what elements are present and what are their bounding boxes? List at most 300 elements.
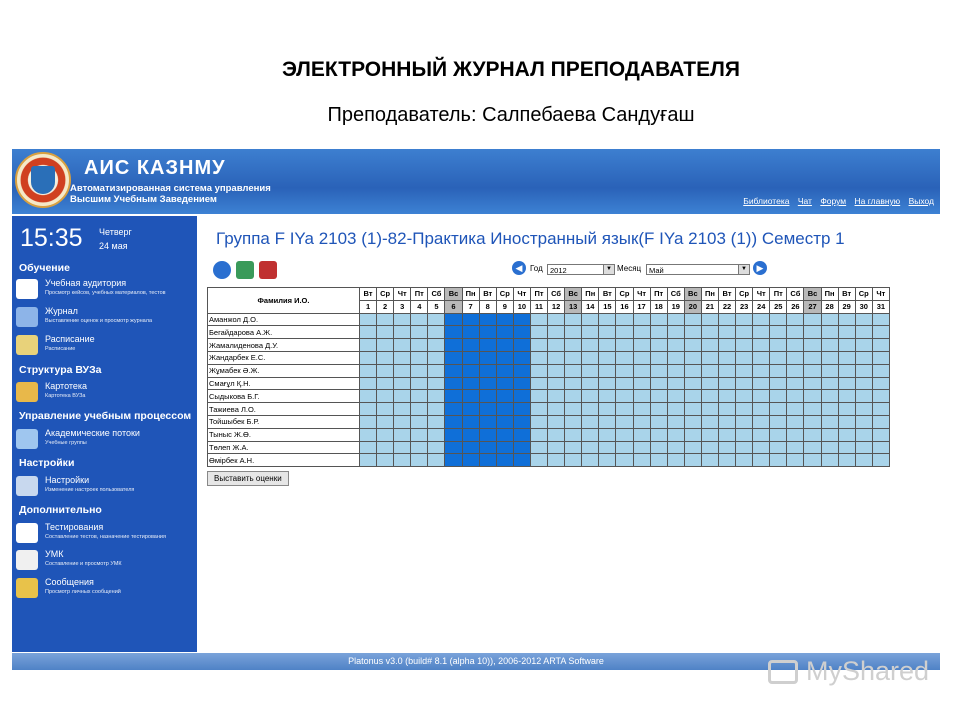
grade-cell[interactable]	[394, 351, 411, 364]
grade-cell[interactable]	[821, 428, 838, 441]
grade-cell[interactable]	[650, 326, 667, 339]
grade-cell[interactable]	[394, 326, 411, 339]
grade-cell[interactable]	[872, 454, 889, 467]
grade-cell[interactable]	[770, 415, 787, 428]
grade-cell[interactable]	[855, 313, 872, 326]
grade-cell[interactable]	[513, 364, 530, 377]
grade-cell[interactable]	[821, 351, 838, 364]
link-chat[interactable]: Чат	[797, 196, 812, 206]
grade-cell[interactable]	[872, 390, 889, 403]
grade-cell[interactable]	[684, 390, 701, 403]
grade-cell[interactable]	[513, 454, 530, 467]
grade-cell[interactable]	[787, 351, 804, 364]
grade-cell[interactable]	[496, 441, 513, 454]
grade-cell[interactable]	[548, 454, 565, 467]
grade-cell[interactable]	[411, 390, 428, 403]
grade-cell[interactable]	[479, 415, 496, 428]
grade-cell[interactable]	[770, 364, 787, 377]
grade-cell[interactable]	[667, 403, 684, 416]
grade-cell[interactable]	[462, 415, 479, 428]
grade-cell[interactable]	[360, 364, 377, 377]
grade-cell[interactable]	[479, 339, 496, 352]
grade-cell[interactable]	[360, 326, 377, 339]
grade-cell[interactable]	[530, 339, 547, 352]
grade-cell[interactable]	[633, 326, 650, 339]
grade-cell[interactable]	[787, 339, 804, 352]
grade-cell[interactable]	[428, 441, 445, 454]
grade-cell[interactable]	[684, 415, 701, 428]
grade-cell[interactable]	[736, 313, 753, 326]
grade-cell[interactable]	[582, 415, 599, 428]
grade-cell[interactable]	[582, 364, 599, 377]
grade-cell[interactable]	[582, 403, 599, 416]
grade-cell[interactable]	[821, 377, 838, 390]
grade-cell[interactable]	[565, 441, 582, 454]
grade-cell[interactable]	[736, 351, 753, 364]
grade-cell[interactable]	[599, 377, 616, 390]
grade-cell[interactable]	[582, 313, 599, 326]
grade-cell[interactable]	[530, 313, 547, 326]
grade-cell[interactable]	[582, 377, 599, 390]
grade-cell[interactable]	[701, 326, 718, 339]
grade-cell[interactable]	[599, 339, 616, 352]
grade-cell[interactable]	[445, 326, 462, 339]
grade-cell[interactable]	[462, 454, 479, 467]
grade-cell[interactable]	[479, 364, 496, 377]
grade-cell[interactable]	[753, 441, 770, 454]
submit-grades-button[interactable]: Выставить оценки	[207, 471, 289, 486]
grade-cell[interactable]	[855, 454, 872, 467]
grade-cell[interactable]	[872, 326, 889, 339]
grade-cell[interactable]	[736, 441, 753, 454]
grade-cell[interactable]	[701, 313, 718, 326]
grade-cell[interactable]	[718, 454, 735, 467]
prev-month-button[interactable]: ◀	[512, 261, 526, 275]
grade-cell[interactable]	[838, 390, 855, 403]
grade-cell[interactable]	[530, 403, 547, 416]
grade-cell[interactable]	[787, 326, 804, 339]
grade-cell[interactable]	[496, 403, 513, 416]
grade-cell[interactable]	[582, 390, 599, 403]
grade-cell[interactable]	[428, 313, 445, 326]
grade-cell[interactable]	[513, 326, 530, 339]
grade-cell[interactable]	[377, 326, 394, 339]
grade-cell[interactable]	[633, 428, 650, 441]
grade-cell[interactable]	[479, 403, 496, 416]
grade-cell[interactable]	[530, 415, 547, 428]
grade-cell[interactable]	[428, 364, 445, 377]
grade-cell[interactable]	[360, 339, 377, 352]
link-forum[interactable]: Форум	[820, 196, 847, 206]
grade-cell[interactable]	[770, 428, 787, 441]
grade-cell[interactable]	[804, 313, 821, 326]
grade-cell[interactable]	[462, 390, 479, 403]
grade-cell[interactable]	[616, 351, 633, 364]
grade-cell[interactable]	[650, 428, 667, 441]
grade-cell[interactable]	[787, 390, 804, 403]
grade-cell[interactable]	[684, 364, 701, 377]
grade-cell[interactable]	[650, 351, 667, 364]
grade-cell[interactable]	[530, 454, 547, 467]
grade-cell[interactable]	[582, 454, 599, 467]
grade-cell[interactable]	[428, 454, 445, 467]
grade-cell[interactable]	[394, 377, 411, 390]
grade-cell[interactable]	[684, 377, 701, 390]
grade-cell[interactable]	[565, 390, 582, 403]
grade-cell[interactable]	[360, 454, 377, 467]
grade-cell[interactable]	[445, 377, 462, 390]
grade-cell[interactable]	[394, 454, 411, 467]
grade-cell[interactable]	[445, 313, 462, 326]
grade-cell[interactable]	[736, 428, 753, 441]
grade-cell[interactable]	[770, 454, 787, 467]
grade-cell[interactable]	[616, 377, 633, 390]
grade-cell[interactable]	[496, 454, 513, 467]
grade-cell[interactable]	[667, 326, 684, 339]
grade-cell[interactable]	[377, 364, 394, 377]
grade-cell[interactable]	[701, 364, 718, 377]
grade-cell[interactable]	[855, 339, 872, 352]
grade-cell[interactable]	[462, 326, 479, 339]
grade-cell[interactable]	[804, 339, 821, 352]
grade-cell[interactable]	[479, 454, 496, 467]
grade-cell[interactable]	[513, 415, 530, 428]
sidebar-item-classroom[interactable]	[16, 277, 191, 303]
grade-cell[interactable]	[633, 364, 650, 377]
grade-cell[interactable]	[633, 441, 650, 454]
grade-cell[interactable]	[787, 441, 804, 454]
grade-cell[interactable]	[479, 390, 496, 403]
grade-cell[interactable]	[872, 377, 889, 390]
grade-cell[interactable]	[838, 313, 855, 326]
grade-cell[interactable]	[445, 390, 462, 403]
grade-cell[interactable]	[838, 364, 855, 377]
grade-cell[interactable]	[513, 403, 530, 416]
grade-cell[interactable]	[770, 441, 787, 454]
grade-cell[interactable]	[496, 390, 513, 403]
grade-cell[interactable]	[411, 403, 428, 416]
grade-cell[interactable]	[667, 454, 684, 467]
grade-cell[interactable]	[718, 441, 735, 454]
link-home[interactable]: На главную	[854, 196, 901, 206]
grade-cell[interactable]	[462, 339, 479, 352]
grade-cell[interactable]	[855, 364, 872, 377]
grade-cell[interactable]	[770, 403, 787, 416]
grade-cell[interactable]	[684, 441, 701, 454]
sidebar-item-umk[interactable]	[16, 548, 191, 574]
grade-cell[interactable]	[548, 377, 565, 390]
grade-cell[interactable]	[530, 441, 547, 454]
grade-cell[interactable]	[633, 454, 650, 467]
grade-cell[interactable]	[377, 415, 394, 428]
grade-cell[interactable]	[428, 351, 445, 364]
grade-cell[interactable]	[804, 454, 821, 467]
grade-cell[interactable]	[821, 313, 838, 326]
grade-cell[interactable]	[616, 326, 633, 339]
grade-cell[interactable]	[496, 428, 513, 441]
grade-cell[interactable]	[821, 364, 838, 377]
grade-cell[interactable]	[838, 326, 855, 339]
grade-cell[interactable]	[360, 415, 377, 428]
grade-cell[interactable]	[565, 454, 582, 467]
grade-cell[interactable]	[445, 364, 462, 377]
grade-cell[interactable]	[360, 441, 377, 454]
grade-cell[interactable]	[650, 339, 667, 352]
grade-cell[interactable]	[548, 428, 565, 441]
grade-cell[interactable]	[462, 441, 479, 454]
grade-cell[interactable]	[411, 441, 428, 454]
grade-cell[interactable]	[462, 364, 479, 377]
grade-cell[interactable]	[667, 339, 684, 352]
grade-cell[interactable]	[650, 415, 667, 428]
grade-cell[interactable]	[838, 415, 855, 428]
grade-cell[interactable]	[804, 390, 821, 403]
grade-cell[interactable]	[770, 377, 787, 390]
grade-cell[interactable]	[650, 441, 667, 454]
calendar-icon[interactable]	[236, 261, 254, 279]
grade-cell[interactable]	[530, 390, 547, 403]
grade-cell[interactable]	[667, 377, 684, 390]
grade-cell[interactable]	[377, 441, 394, 454]
grade-cell[interactable]	[650, 390, 667, 403]
grade-cell[interactable]	[701, 403, 718, 416]
grade-cell[interactable]	[377, 403, 394, 416]
grade-cell[interactable]	[838, 403, 855, 416]
sidebar-item-settings[interactable]	[16, 474, 191, 500]
grade-cell[interactable]	[394, 403, 411, 416]
grade-cell[interactable]	[411, 454, 428, 467]
grade-cell[interactable]	[753, 403, 770, 416]
grade-cell[interactable]	[855, 390, 872, 403]
grade-cell[interactable]	[718, 313, 735, 326]
grade-cell[interactable]	[360, 313, 377, 326]
grade-cell[interactable]	[633, 339, 650, 352]
grade-cell[interactable]	[360, 390, 377, 403]
grade-cell[interactable]	[804, 351, 821, 364]
grade-cell[interactable]	[616, 454, 633, 467]
grade-cell[interactable]	[821, 339, 838, 352]
grade-cell[interactable]	[548, 415, 565, 428]
grade-cell[interactable]	[821, 403, 838, 416]
grade-cell[interactable]	[701, 454, 718, 467]
grade-cell[interactable]	[479, 441, 496, 454]
grade-cell[interactable]	[616, 441, 633, 454]
grade-cell[interactable]	[736, 339, 753, 352]
grade-cell[interactable]	[445, 415, 462, 428]
grade-cell[interactable]	[428, 403, 445, 416]
grade-cell[interactable]	[684, 351, 701, 364]
grade-cell[interactable]	[736, 326, 753, 339]
grade-cell[interactable]	[411, 364, 428, 377]
grade-cell[interactable]	[718, 428, 735, 441]
grade-cell[interactable]	[565, 377, 582, 390]
grade-cell[interactable]	[872, 441, 889, 454]
next-month-button[interactable]: ▶	[753, 261, 767, 275]
grade-cell[interactable]	[633, 351, 650, 364]
grade-cell[interactable]	[838, 454, 855, 467]
grade-cell[interactable]	[838, 351, 855, 364]
book-print-icon[interactable]	[259, 261, 277, 279]
grade-cell[interactable]	[496, 377, 513, 390]
grade-cell[interactable]	[753, 339, 770, 352]
grade-cell[interactable]	[650, 313, 667, 326]
grade-cell[interactable]	[565, 313, 582, 326]
grade-cell[interactable]	[599, 364, 616, 377]
grade-cell[interactable]	[445, 403, 462, 416]
grade-cell[interactable]	[548, 313, 565, 326]
sidebar-item-streams[interactable]	[16, 427, 191, 453]
grade-cell[interactable]	[599, 441, 616, 454]
link-library[interactable]: Библиотека	[743, 196, 790, 206]
grade-cell[interactable]	[479, 428, 496, 441]
grade-cell[interactable]	[428, 415, 445, 428]
grade-cell[interactable]	[445, 428, 462, 441]
grade-cell[interactable]	[445, 454, 462, 467]
grade-cell[interactable]	[428, 377, 445, 390]
grade-cell[interactable]	[718, 351, 735, 364]
grade-cell[interactable]	[462, 313, 479, 326]
year-select[interactable]	[547, 264, 615, 275]
grade-cell[interactable]	[770, 313, 787, 326]
grade-cell[interactable]	[616, 403, 633, 416]
grade-cell[interactable]	[582, 326, 599, 339]
grade-cell[interactable]	[479, 377, 496, 390]
grade-cell[interactable]	[872, 364, 889, 377]
grade-cell[interactable]	[616, 313, 633, 326]
grade-cell[interactable]	[565, 364, 582, 377]
grade-cell[interactable]	[872, 403, 889, 416]
sidebar-item-journal[interactable]	[16, 305, 191, 331]
grade-cell[interactable]	[394, 364, 411, 377]
grade-cell[interactable]	[599, 403, 616, 416]
grade-cell[interactable]	[616, 415, 633, 428]
grade-cell[interactable]	[616, 390, 633, 403]
grade-cell[interactable]	[633, 313, 650, 326]
grade-cell[interactable]	[496, 364, 513, 377]
grade-cell[interactable]	[667, 364, 684, 377]
grade-cell[interactable]	[462, 428, 479, 441]
grade-cell[interactable]	[479, 326, 496, 339]
grade-cell[interactable]	[787, 428, 804, 441]
grade-cell[interactable]	[377, 351, 394, 364]
grade-cell[interactable]	[770, 339, 787, 352]
grade-cell[interactable]	[855, 351, 872, 364]
grade-cell[interactable]	[360, 403, 377, 416]
grade-cell[interactable]	[753, 415, 770, 428]
grade-cell[interactable]	[872, 313, 889, 326]
grade-cell[interactable]	[548, 351, 565, 364]
grade-cell[interactable]	[736, 415, 753, 428]
grade-cell[interactable]	[855, 441, 872, 454]
grade-cell[interactable]	[599, 326, 616, 339]
grade-cell[interactable]	[684, 339, 701, 352]
grade-cell[interactable]	[462, 403, 479, 416]
grade-cell[interactable]	[787, 313, 804, 326]
grade-cell[interactable]	[548, 326, 565, 339]
grade-cell[interactable]	[804, 415, 821, 428]
grade-cell[interactable]	[411, 428, 428, 441]
grade-cell[interactable]	[565, 403, 582, 416]
grade-cell[interactable]	[753, 326, 770, 339]
grade-cell[interactable]	[718, 415, 735, 428]
grade-cell[interactable]	[872, 339, 889, 352]
grade-cell[interactable]	[530, 377, 547, 390]
grade-cell[interactable]	[667, 428, 684, 441]
grade-cell[interactable]	[599, 390, 616, 403]
grade-cell[interactable]	[770, 351, 787, 364]
grade-cell[interactable]	[377, 339, 394, 352]
grade-cell[interactable]	[804, 403, 821, 416]
grade-cell[interactable]	[394, 313, 411, 326]
grade-cell[interactable]	[394, 441, 411, 454]
grade-cell[interactable]	[684, 454, 701, 467]
grade-cell[interactable]	[821, 326, 838, 339]
grade-cell[interactable]	[394, 428, 411, 441]
grade-cell[interactable]	[787, 454, 804, 467]
grade-cell[interactable]	[804, 326, 821, 339]
grade-cell[interactable]	[377, 454, 394, 467]
grade-cell[interactable]	[770, 390, 787, 403]
grade-cell[interactable]	[667, 415, 684, 428]
grade-cell[interactable]	[548, 390, 565, 403]
grade-cell[interactable]	[770, 326, 787, 339]
grade-cell[interactable]	[513, 339, 530, 352]
grade-cell[interactable]	[599, 415, 616, 428]
grade-cell[interactable]	[411, 313, 428, 326]
grade-cell[interactable]	[582, 339, 599, 352]
grade-cell[interactable]	[599, 351, 616, 364]
grade-cell[interactable]	[360, 428, 377, 441]
grade-cell[interactable]	[718, 326, 735, 339]
grade-cell[interactable]	[599, 454, 616, 467]
grade-cell[interactable]	[428, 326, 445, 339]
grade-cell[interactable]	[513, 313, 530, 326]
grade-cell[interactable]	[667, 441, 684, 454]
grade-cell[interactable]	[513, 390, 530, 403]
link-logout[interactable]: Выход	[908, 196, 934, 206]
grade-cell[interactable]	[736, 403, 753, 416]
grade-cell[interactable]	[753, 351, 770, 364]
grade-cell[interactable]	[445, 351, 462, 364]
grade-cell[interactable]	[616, 364, 633, 377]
grade-cell[interactable]	[872, 415, 889, 428]
grade-cell[interactable]	[855, 403, 872, 416]
grade-cell[interactable]	[804, 441, 821, 454]
grade-cell[interactable]	[548, 364, 565, 377]
grade-cell[interactable]	[787, 377, 804, 390]
grade-cell[interactable]	[684, 428, 701, 441]
grade-cell[interactable]	[804, 428, 821, 441]
grade-cell[interactable]	[701, 390, 718, 403]
grade-cell[interactable]	[701, 339, 718, 352]
grade-cell[interactable]	[565, 326, 582, 339]
grade-cell[interactable]	[701, 377, 718, 390]
grade-cell[interactable]	[582, 428, 599, 441]
grade-cell[interactable]	[565, 415, 582, 428]
grade-cell[interactable]	[650, 454, 667, 467]
grade-cell[interactable]	[394, 390, 411, 403]
grade-cell[interactable]	[753, 364, 770, 377]
grade-cell[interactable]	[496, 415, 513, 428]
grade-cell[interactable]	[565, 428, 582, 441]
grade-cell[interactable]	[411, 326, 428, 339]
grade-cell[interactable]	[411, 415, 428, 428]
grade-cell[interactable]	[872, 428, 889, 441]
grade-cell[interactable]	[753, 377, 770, 390]
grade-cell[interactable]	[821, 441, 838, 454]
sidebar-item-messages[interactable]	[16, 576, 191, 602]
grade-cell[interactable]	[377, 313, 394, 326]
